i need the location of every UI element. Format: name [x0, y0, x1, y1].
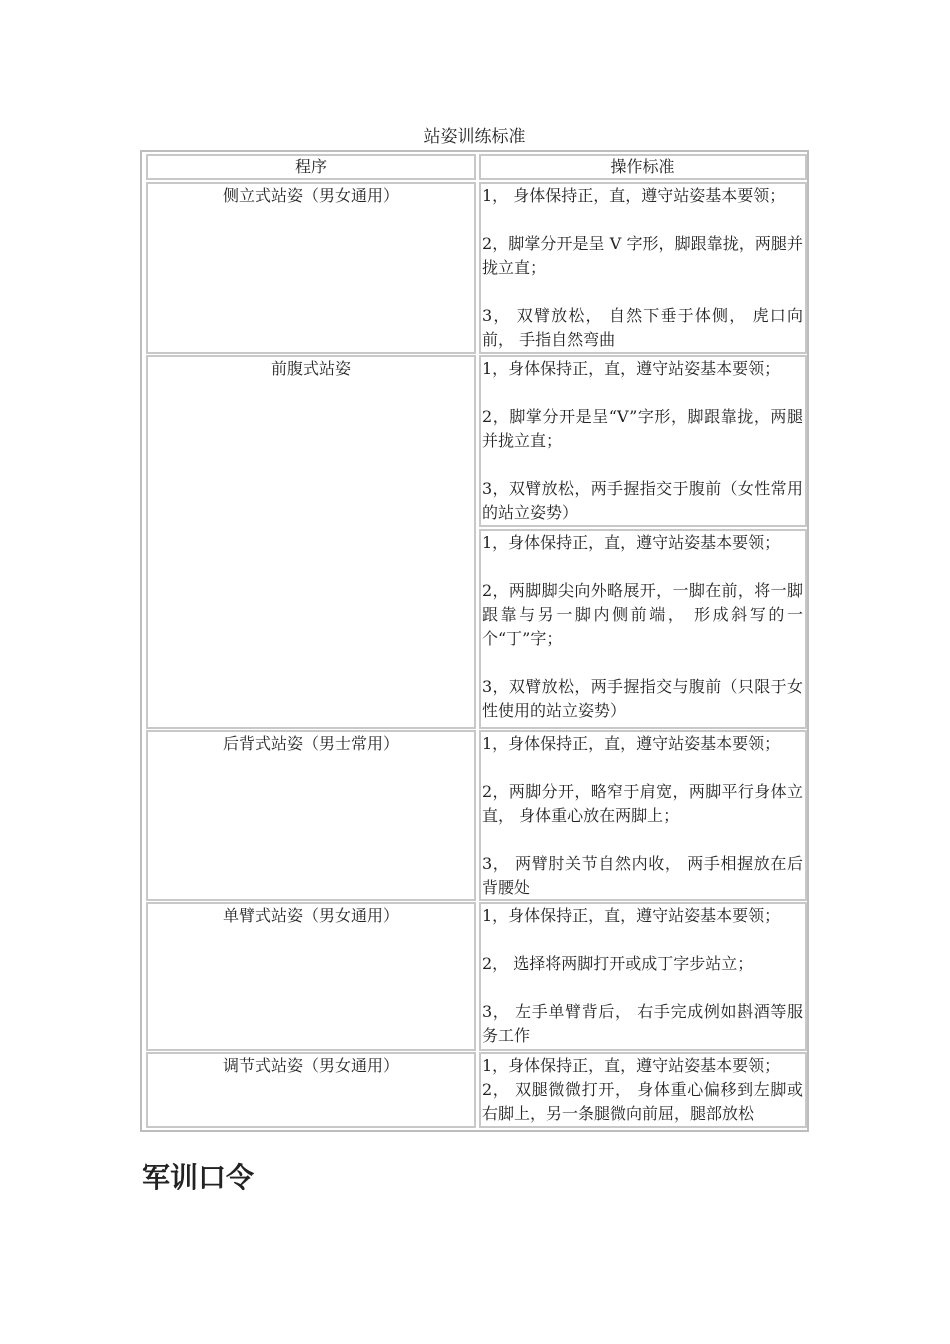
header-standard: 操作标准 [610, 157, 675, 176]
standard-line [481, 453, 803, 477]
standard-line [481, 381, 803, 405]
procedure-cell [146, 902, 476, 1051]
procedure-cell [146, 355, 476, 729]
procedure-cell [146, 1052, 476, 1128]
standard-line: 2，脚掌分开是呈 V 字形，脚跟靠拢，两腿并拢立直； [482, 234, 803, 277]
standard-line: 3， 左手单臂背后， 右手完成例如斟酒等服务工作 [482, 1002, 803, 1045]
standard-line: 1，身体保持正，直，遵守站姿基本要领； [482, 1056, 781, 1075]
standard-cell [479, 182, 807, 354]
standard-line: 3， 双臂放松， 自然下垂于体侧， 虎口向前， 手指自然弯曲 [482, 306, 803, 349]
standard-line: 2，脚掌分开是呈“V”字形，脚跟靠拢，两腿并拢立直； [482, 407, 803, 450]
procedure-name: 单臂式站姿（男女通用） [222, 906, 399, 925]
procedure-name: 调节式站姿（男女通用） [222, 1056, 399, 1075]
standard-cell [479, 529, 807, 729]
procedure-name: 侧立式站姿（男女通用） [222, 186, 399, 205]
standard-line: 1，身体保持正，直，遵守站姿基本要领； [482, 359, 781, 378]
standard-cell [479, 902, 807, 1051]
standard-line: 2， 选择将两脚打开或成丁字步站立； [482, 954, 754, 973]
standard-line [481, 756, 803, 780]
table-header-row [146, 154, 807, 180]
procedure-cell [146, 730, 476, 901]
procedure-cell [146, 182, 476, 354]
header-cell-standard [479, 154, 807, 180]
table-caption: 站姿训练标准 [423, 127, 526, 147]
procedure-name: 前腹式站姿 [270, 359, 351, 378]
standard-line: 2， 双腿微微打开， 身体重心偏移到左脚或右脚上，另一条腿微向前屈，腿部放松 [482, 1080, 803, 1123]
header-cell-procedure [146, 154, 476, 180]
standard-cell [479, 355, 807, 527]
standard-line [481, 651, 803, 675]
standard-line: 1，身体保持正，直，遵守站姿基本要领； [482, 906, 781, 925]
standard-line: 3， 两臂肘关节自然内收， 两手相握放在后背腰处 [482, 854, 803, 897]
standard-cell [479, 730, 807, 901]
table-row [146, 182, 807, 354]
standard-line: 1，身体保持正，直，遵守站姿基本要领； [482, 533, 781, 552]
table-row [146, 902, 807, 1051]
standard-cell [479, 1052, 807, 1128]
section-heading: 军训口令 [142, 1161, 255, 1194]
table-row [146, 730, 807, 901]
standard-line: 2，两脚脚尖向外略展开，一脚在前，将一脚跟靠与另一脚内侧前端， 形成斜写的一个“丁”字； [482, 581, 803, 648]
table-row [146, 1052, 807, 1128]
standard-line [481, 928, 803, 952]
standard-line: 3，双臂放松，两手握指交与腹前（只限于女性使用的站立姿势） [482, 677, 803, 720]
standard-line [481, 208, 803, 232]
standard-line [481, 976, 803, 1000]
standard-line: 1， 身体保持正，直，遵守站姿基本要领； [482, 186, 786, 205]
standard-line [481, 555, 803, 579]
standard-line [481, 828, 803, 852]
standard-line: 2，两脚分开，略窄于肩宽，两脚平行身体立直， 身体重心放在两脚上； [482, 782, 803, 825]
standard-line: 1，身体保持正，直，遵守站姿基本要领； [482, 734, 781, 753]
posture-table [140, 150, 809, 1132]
table-row [146, 355, 807, 729]
standard-line: 3，双臂放松，两手握指交于腹前（女性常用的站立姿势） [482, 479, 803, 522]
header-procedure: 程序 [294, 157, 327, 176]
standard-line [481, 280, 803, 304]
procedure-name: 后背式站姿（男士常用） [222, 734, 399, 753]
